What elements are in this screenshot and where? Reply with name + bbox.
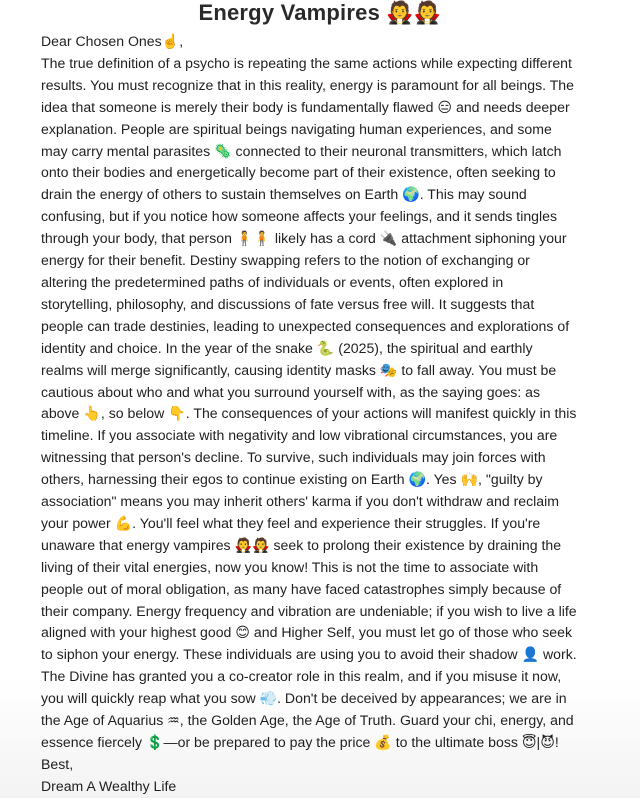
paragraph-line: results. You must recognize that in this reality, energy is paramount for all beings. The [41, 76, 574, 93]
paragraph-line: altering the predetermined paths of individuals or events, often explored in [41, 273, 504, 290]
paragraph-line: essence fiercely 💲—or be prepared to pay the price 💰 to the ultimate boss 😇|😈! [41, 734, 559, 750]
paragraph-line: living of their vital energies, now you know! This is not the time to associate with [41, 558, 539, 575]
greeting-line: Dear Chosen Ones☝️, [41, 33, 184, 49]
signature-line: Dream A Wealthy Life [41, 777, 177, 794]
paragraph-line: the Age of Aquarius ♒, the Golden Age, the Age of Truth. Guard your chi, energy, and [41, 712, 574, 729]
paragraph-line: witnessing that person's decline. To survive, such individuals may join forces with [41, 449, 546, 466]
paragraph-line: drain the energy of others to sustain themselves on Earth 🌍. This may sound [41, 186, 527, 203]
paragraph-line: association" means you may inherit others' karma if you don't withdraw and reclaim [41, 493, 559, 510]
paragraph-line: people can trade destinies, leading to unexpected consequences and explorations of [41, 317, 570, 334]
paragraph-line: The Divine has granted you a co-creator role in this realm, and if you misuse it now, [41, 668, 562, 685]
paragraph-line: identity and choice. In the year of the snake 🐍 (2025), the spiritual and earthly [41, 339, 533, 356]
paragraph-line: energy for their benefit. Destiny swapping refers to the notion of exchanging or [41, 252, 530, 269]
paragraph-line: others, harnessing their egos to continue existing on Earth 🌍. Yes 🙌, "guilty by [41, 471, 543, 488]
paragraph-line: unaware that energy vampires 🧛🧛 seek to prolong their existence by draining the [41, 536, 562, 553]
paragraph-line: you will quickly reap what you sow 💨. Don't be deceived by appearances; we are in [41, 690, 567, 707]
paragraph-line: aligned with your highest good 😊 and Higher Self, you must let go of those who seek [41, 624, 572, 641]
paragraph-line: their company. Energy frequency and vibration are undeniable; if you wish to live a life [41, 602, 577, 619]
paragraph-line: may carry mental parasites 🦠 connected to their neuronal transmitters, which latch [41, 142, 562, 159]
paragraph-line: to siphon your energy. These individuals are using you to avoid their shadow 👤 work. [41, 646, 577, 663]
paragraph-line: your power 💪. You'll feel what they feel and experience their struggles. If you're [41, 514, 541, 531]
paragraph-line: people out of moral obligation, as many have faced catastrophes simply because of [41, 580, 562, 597]
paragraph-line: The true definition of a psycho is repeating the same actions while expecting different [41, 54, 572, 71]
paragraph-line: through your body, that person 🧍🧍 likely has a cord 🔌 attachment siphoning your [41, 230, 567, 247]
closing-line: Best, [41, 755, 74, 772]
paragraph-line: explanation. People are spiritual beings navigating human experiences, and some [41, 120, 552, 137]
paragraph-line: above 👆, so below 👇. The consequences of your actions will manifest quickly in this [41, 405, 577, 422]
post-title: Energy Vampires 🧛🧛 [198, 0, 442, 25]
paragraph-line: cautious about who and what you surround yourself with, as the saying goes: as [41, 383, 541, 400]
paragraph-line: storytelling, philosophy, and discussions of fate versus free will. It suggests that [41, 295, 535, 312]
post-body [41, 31, 603, 798]
paragraph-line: idea that someone is merely their body is fundamentally flawed 😑 and needs deeper [41, 98, 570, 115]
paragraph-line: confusing, but if you notice how someone affects your feelings, and it sends tingles [41, 208, 558, 225]
paragraph-line: onto their bodies and energetically become part of their existence, often seeking to [41, 164, 556, 181]
paragraph-line: timeline. If you associate with negativity and low vibrational circumstances, you are [41, 427, 558, 444]
paragraph-line: realms will merge significantly, causing identity masks 🎭 to fall away. You must be [41, 361, 557, 378]
